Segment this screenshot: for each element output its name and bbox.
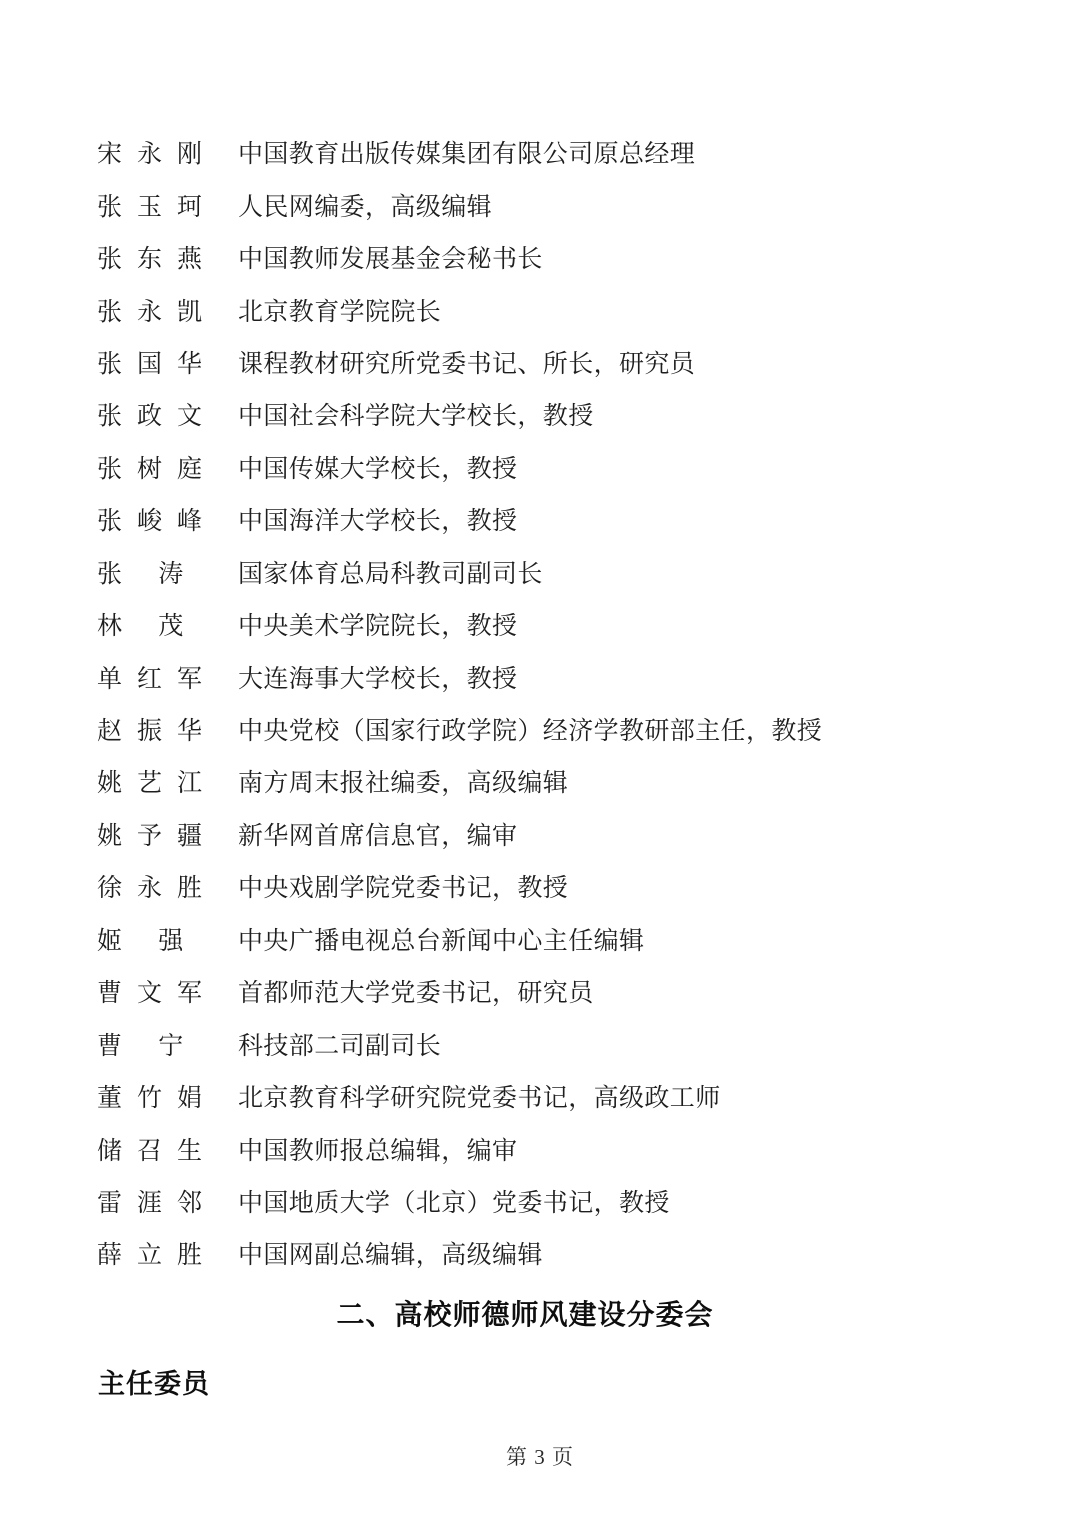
member-row <box>97 388 1047 440</box>
member-row <box>97 965 1047 1017</box>
member-list <box>97 126 1047 1280</box>
member-title: 北京教育科学研究院党委书记，高级政工师 <box>238 1085 721 1113</box>
member-row <box>97 703 1047 755</box>
member-name: 张 涛 <box>97 560 199 588</box>
member-row <box>97 1070 1047 1122</box>
member-name: 张国华 <box>97 350 218 378</box>
member-name: 张峻峰 <box>97 508 218 536</box>
section-heading: 二、高校师德师风建设分委会 <box>336 1299 714 1330</box>
member-row <box>97 860 1047 912</box>
member-row <box>97 493 1047 545</box>
member-row <box>97 650 1047 702</box>
member-name: 雷涯邻 <box>97 1189 218 1217</box>
member-name: 姚艺江 <box>97 770 218 798</box>
member-name: 姬 强 <box>97 927 199 955</box>
member-row <box>97 808 1047 860</box>
member-row <box>97 913 1047 965</box>
member-row <box>97 231 1047 283</box>
member-title: 中央戏剧学院党委书记，教授 <box>238 875 569 903</box>
member-title: 新华网首席信息官，编审 <box>238 822 518 850</box>
member-row <box>97 1122 1047 1174</box>
member-title: 中国教师发展基金会秘书长 <box>238 246 543 274</box>
member-title: 国家体育总局科教司副司长 <box>238 560 543 588</box>
member-row <box>97 546 1047 598</box>
member-name: 张树庭 <box>97 455 218 483</box>
member-name: 单红军 <box>97 665 218 693</box>
member-row <box>97 598 1047 650</box>
member-title: 人民网编委，高级编辑 <box>238 193 493 221</box>
member-title: 首都师范大学党委书记，研究员 <box>238 980 594 1008</box>
member-title: 中央美术学院院长，教授 <box>238 613 518 641</box>
member-title: 课程教材研究所党委书记、所长，研究员 <box>238 350 696 378</box>
member-title: 中国教师报总编辑，编审 <box>238 1137 518 1165</box>
member-row <box>97 1227 1047 1279</box>
member-row <box>97 178 1047 230</box>
member-row <box>97 126 1047 178</box>
member-row <box>97 1017 1047 1069</box>
member-name: 徐永胜 <box>97 875 218 903</box>
member-row <box>97 755 1047 807</box>
member-title: 中国传媒大学校长，教授 <box>238 455 518 483</box>
page-number-footer: 第 3 页 <box>506 1445 574 1469</box>
subsection-label: 主任委员 <box>98 1369 210 1399</box>
member-row <box>97 283 1047 335</box>
member-title: 中国教育出版传媒集团有限公司原总经理 <box>238 141 696 169</box>
member-title: 中国地质大学（北京）党委书记，教授 <box>238 1189 670 1217</box>
member-name: 张永凯 <box>97 298 218 326</box>
member-name: 宋永刚 <box>97 141 218 169</box>
member-title: 大连海事大学校长，教授 <box>238 665 518 693</box>
member-name: 林 茂 <box>97 613 199 641</box>
member-name: 姚予疆 <box>97 822 218 850</box>
member-row <box>97 441 1047 493</box>
member-name: 董竹娟 <box>97 1085 218 1113</box>
member-row <box>97 336 1047 388</box>
member-title: 科技部二司副司长 <box>238 1032 442 1060</box>
member-name: 储召生 <box>97 1137 218 1165</box>
member-name: 赵振华 <box>97 718 218 746</box>
member-name: 曹 宁 <box>97 1032 199 1060</box>
member-name: 张政文 <box>97 403 218 431</box>
member-title: 中国社会科学院大学校长，教授 <box>238 403 594 431</box>
member-title: 中央党校（国家行政学院）经济学教研部主任，教授 <box>238 718 823 746</box>
member-title: 中国海洋大学校长，教授 <box>238 508 518 536</box>
member-row <box>97 1175 1047 1227</box>
member-title: 中国网副总编辑，高级编辑 <box>238 1242 543 1270</box>
member-title: 中央广播电视总台新闻中心主任编辑 <box>238 927 645 955</box>
member-title: 北京教育学院院长 <box>238 298 442 326</box>
member-title: 南方周末报社编委，高级编辑 <box>238 770 569 798</box>
member-name: 薛立胜 <box>97 1242 218 1270</box>
member-name: 曹文军 <box>97 980 218 1008</box>
member-name: 张玉珂 <box>97 193 218 221</box>
member-name: 张东燕 <box>97 246 218 274</box>
